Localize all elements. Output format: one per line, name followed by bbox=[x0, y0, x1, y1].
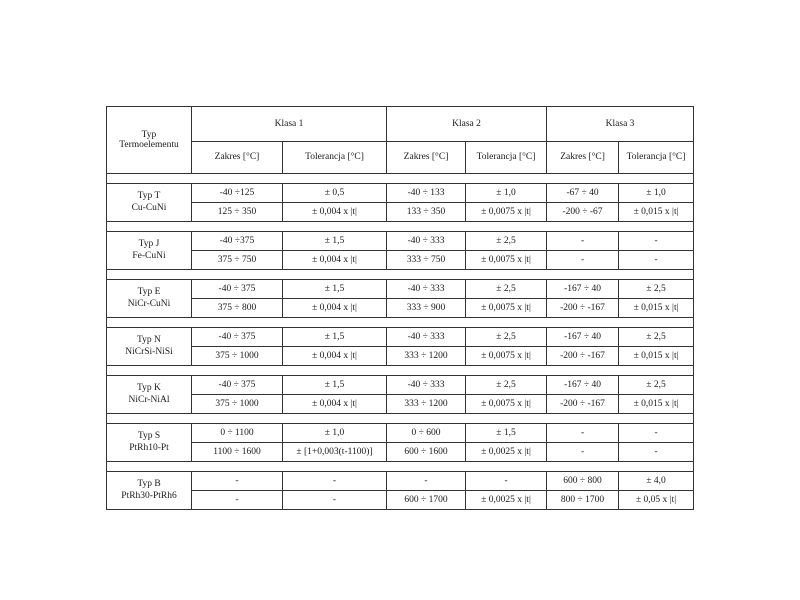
range-cell bbox=[547, 347, 619, 366]
tolerance-cell bbox=[619, 491, 694, 510]
table-row bbox=[107, 328, 694, 347]
cell-value: - bbox=[235, 475, 239, 486]
range-cell bbox=[547, 184, 619, 203]
tolerance-cell bbox=[283, 203, 387, 222]
tolerance-cell bbox=[283, 376, 387, 395]
cell-value: ± 0,0075 x |t| bbox=[481, 350, 531, 361]
cell-value: 375 ÷ 800 bbox=[217, 302, 257, 313]
range-cell bbox=[387, 184, 466, 203]
range-cell bbox=[547, 280, 619, 299]
thermocouple-type-line: Fe-CuNi bbox=[132, 250, 166, 261]
thermocouple-type-line: Typ S bbox=[137, 430, 161, 441]
cell-value: -40 ÷ 333 bbox=[407, 283, 445, 294]
cell-value: ± 1,0 bbox=[496, 187, 516, 198]
cell-value: -200 ÷ -167 bbox=[560, 350, 605, 361]
table-row bbox=[107, 299, 694, 318]
header-type-column bbox=[107, 107, 192, 174]
thermocouple-type-cell bbox=[107, 472, 192, 510]
cell-value: -67 ÷ 40 bbox=[566, 187, 599, 198]
cell-value: 375 ÷ 750 bbox=[217, 254, 257, 265]
header-range-class-2: Zakres [°C] bbox=[387, 142, 466, 174]
cell-value: -40 ÷ 375 bbox=[218, 331, 256, 342]
cell-value: ± 0,0025 x |t| bbox=[481, 446, 531, 457]
cell-value: - bbox=[654, 446, 658, 457]
tolerance-cell bbox=[466, 376, 547, 395]
cell-value: - bbox=[654, 254, 658, 265]
cell-value: -167 ÷ 40 bbox=[564, 331, 601, 342]
cell-value: - bbox=[580, 254, 585, 265]
header-class-1: Klasa 1 bbox=[192, 107, 387, 142]
cell-value: - bbox=[235, 494, 239, 505]
table-row bbox=[107, 376, 694, 395]
cell-value: ± 4,0 bbox=[646, 475, 666, 486]
table-row bbox=[107, 443, 694, 462]
cell-value: ± 0,004 x |t| bbox=[312, 350, 357, 361]
table-row bbox=[107, 347, 694, 366]
cell-value: 600 ÷ 1700 bbox=[404, 494, 448, 505]
table-row bbox=[107, 184, 694, 203]
cell-value: ± 2,5 bbox=[496, 331, 516, 342]
table-row bbox=[107, 491, 694, 510]
group-spacer bbox=[107, 318, 694, 328]
tolerance-cell bbox=[283, 443, 387, 462]
tolerance-cell bbox=[466, 232, 547, 251]
cell-value: ± 2,5 bbox=[646, 283, 666, 294]
range-cell bbox=[547, 376, 619, 395]
spacer-cell bbox=[107, 462, 694, 472]
range-cell bbox=[192, 443, 283, 462]
cell-value: 333 ÷ 1200 bbox=[404, 398, 448, 409]
range-cell bbox=[192, 472, 283, 491]
range-cell bbox=[192, 424, 283, 443]
cell-value: - bbox=[654, 235, 658, 246]
cell-value: ± 0,5 bbox=[324, 187, 345, 198]
header-range-class-1: Zakres [°C] bbox=[192, 142, 283, 174]
cell-value: ± 0,05 x |t| bbox=[635, 494, 677, 505]
tolerance-cell bbox=[619, 299, 694, 318]
cell-value: 800 ÷ 1700 bbox=[560, 494, 605, 505]
thermocouple-type-line: Typ T bbox=[137, 190, 161, 201]
range-cell bbox=[387, 347, 466, 366]
spacer-cell bbox=[107, 366, 694, 376]
cell-value: ± 1,0 bbox=[646, 187, 666, 198]
table-row bbox=[107, 424, 694, 443]
cell-value: 375 ÷ 1000 bbox=[215, 398, 259, 409]
range-cell bbox=[192, 395, 283, 414]
header-row-classes bbox=[107, 107, 694, 142]
range-cell bbox=[192, 251, 283, 270]
table-row bbox=[107, 251, 694, 270]
tolerance-cell bbox=[283, 299, 387, 318]
cell-value: -200 ÷ -167 bbox=[560, 302, 605, 313]
tolerance-cell bbox=[619, 328, 694, 347]
cell-value: 375 ÷ 1000 bbox=[215, 350, 259, 361]
thermocouple-tolerance-table bbox=[106, 106, 694, 510]
table-row bbox=[107, 203, 694, 222]
range-cell bbox=[192, 328, 283, 347]
range-cell bbox=[192, 184, 283, 203]
cell-value: ± 1,5 bbox=[496, 427, 516, 438]
tolerance-cell bbox=[619, 376, 694, 395]
range-cell bbox=[387, 491, 466, 510]
tolerance-cell bbox=[283, 491, 387, 510]
cell-value: -40 ÷ 375 bbox=[218, 283, 256, 294]
range-cell bbox=[192, 280, 283, 299]
header-tolerance-class-1: Tolerancja [°C] bbox=[283, 142, 387, 174]
header-tolerance-class-2: Tolerancja [°C] bbox=[466, 142, 547, 174]
tolerance-cell bbox=[466, 395, 547, 414]
thermocouple-type-cell bbox=[107, 376, 192, 414]
thermocouple-type-line: Typ K bbox=[137, 382, 161, 393]
cell-value: ± 0,015 x |t| bbox=[633, 398, 679, 409]
range-cell bbox=[387, 443, 466, 462]
thermocouple-type-line: Typ E bbox=[137, 286, 161, 297]
spacer-cell bbox=[107, 270, 694, 280]
cell-value: 333 ÷ 1200 bbox=[404, 350, 448, 361]
range-cell bbox=[192, 347, 283, 366]
range-cell bbox=[547, 328, 619, 347]
cell-value: ± 1,5 bbox=[324, 379, 345, 390]
cell-value: ± 0,004 x |t| bbox=[312, 398, 357, 409]
thermocouple-type-cell bbox=[107, 184, 192, 222]
cell-value: 125 ÷ 350 bbox=[217, 206, 257, 217]
spacer-cell bbox=[107, 222, 694, 232]
range-cell bbox=[387, 424, 466, 443]
group-spacer bbox=[107, 414, 694, 424]
thermocouple-type-line: PtRh10-Pt bbox=[129, 442, 169, 453]
tolerance-cell bbox=[466, 184, 547, 203]
cell-value: -40 ÷ 333 bbox=[407, 379, 445, 390]
cell-value: ± 0,0075 x |t| bbox=[481, 398, 531, 409]
cell-value: - bbox=[504, 475, 508, 486]
thermocouple-type-line: Typ B bbox=[137, 478, 161, 489]
tolerance-cell bbox=[619, 203, 694, 222]
table-row bbox=[107, 472, 694, 491]
header-type-line-1: Typ bbox=[141, 129, 157, 140]
range-cell bbox=[387, 376, 466, 395]
range-cell bbox=[192, 491, 283, 510]
tolerance-cell bbox=[283, 251, 387, 270]
cell-value: ± 2,5 bbox=[496, 235, 516, 246]
tolerance-cell bbox=[619, 251, 694, 270]
cell-value: ± 0,004 x |t| bbox=[312, 254, 357, 265]
cell-value: - bbox=[424, 475, 428, 486]
cell-value: ± 0,0075 x |t| bbox=[481, 206, 531, 217]
cell-value: ± 1,5 bbox=[324, 331, 345, 342]
thermocouple-type-cell bbox=[107, 328, 192, 366]
cell-value: -40 ÷ 333 bbox=[407, 331, 445, 342]
header-type-line-2: Termoelementu bbox=[119, 140, 179, 150]
range-cell bbox=[547, 251, 619, 270]
range-cell bbox=[387, 203, 466, 222]
range-cell bbox=[387, 299, 466, 318]
cell-value: 600 ÷ 800 bbox=[563, 475, 602, 486]
cell-value: ± 1,0 bbox=[324, 427, 345, 438]
cell-value: ± 2,5 bbox=[646, 331, 666, 342]
cell-value: - bbox=[580, 446, 585, 457]
tolerance-cell bbox=[466, 299, 547, 318]
tolerance-cell bbox=[283, 424, 387, 443]
range-cell bbox=[192, 232, 283, 251]
cell-value: ± 2,5 bbox=[496, 283, 516, 294]
range-cell bbox=[547, 299, 619, 318]
table-row bbox=[107, 232, 694, 251]
cell-value: ± 2,5 bbox=[496, 379, 516, 390]
thermocouple-type-cell bbox=[107, 280, 192, 318]
tolerance-cell bbox=[619, 424, 694, 443]
thermocouple-type-line: Cu-CuNi bbox=[131, 202, 167, 213]
range-cell bbox=[387, 280, 466, 299]
cell-value: ± 1,5 bbox=[324, 283, 345, 294]
tolerance-cell bbox=[466, 424, 547, 443]
thermocouple-type-line: NiCr-NiAl bbox=[128, 394, 170, 405]
cell-value: 600 ÷ 1600 bbox=[404, 446, 448, 457]
cell-value: 333 ÷ 900 bbox=[406, 302, 446, 313]
tolerance-cell bbox=[619, 232, 694, 251]
tolerance-cell bbox=[283, 328, 387, 347]
cell-value: -40 ÷ 375 bbox=[218, 379, 256, 390]
range-cell bbox=[547, 395, 619, 414]
header-tolerance-class-3: Tolerancja [°C] bbox=[619, 142, 694, 174]
cell-value: 1100 ÷ 1600 bbox=[213, 446, 261, 457]
cell-value: - bbox=[580, 235, 585, 246]
spacer-cell bbox=[107, 318, 694, 328]
cell-value: -40 ÷ 333 bbox=[407, 235, 445, 246]
thermocouple-type-line: PtRh30-PtRh6 bbox=[121, 490, 177, 501]
cell-value: ± 0,015 x |t| bbox=[633, 350, 679, 361]
cell-value: - bbox=[332, 475, 337, 486]
cell-value: - bbox=[580, 427, 585, 438]
spacer-cell bbox=[107, 414, 694, 424]
cell-value: -167 ÷ 40 bbox=[564, 283, 601, 294]
tolerance-cell bbox=[619, 472, 694, 491]
tolerance-cell bbox=[466, 347, 547, 366]
header-range-class-3: Zakres [°C] bbox=[547, 142, 619, 174]
cell-value: ± [1+0,003(t-1100)] bbox=[296, 446, 373, 457]
tolerance-cell bbox=[466, 443, 547, 462]
thermocouple-type-cell bbox=[107, 424, 192, 462]
cell-value: ± 0,0075 x |t| bbox=[481, 302, 531, 313]
group-spacer bbox=[107, 222, 694, 232]
tolerance-cell bbox=[466, 251, 547, 270]
thermocouple-type-cell bbox=[107, 232, 192, 270]
range-cell bbox=[547, 424, 619, 443]
range-cell bbox=[547, 443, 619, 462]
tolerance-cell bbox=[466, 328, 547, 347]
range-cell bbox=[192, 203, 283, 222]
cell-value: -40 ÷125 bbox=[219, 187, 255, 198]
cell-value: -167 ÷ 40 bbox=[564, 379, 601, 390]
cell-value: -40 ÷375 bbox=[219, 235, 255, 246]
thermocouple-type-line: NiCrSi-NiSi bbox=[125, 346, 173, 357]
table-row bbox=[107, 395, 694, 414]
cell-value: ± 0,004 x |t| bbox=[312, 206, 357, 217]
cell-value: - bbox=[332, 494, 337, 505]
tolerance-cell bbox=[283, 184, 387, 203]
group-spacer bbox=[107, 462, 694, 472]
cell-value: ± 1,5 bbox=[324, 235, 345, 246]
range-cell bbox=[547, 491, 619, 510]
header-class-2: Klasa 2 bbox=[387, 107, 547, 142]
range-cell bbox=[547, 472, 619, 491]
range-cell bbox=[547, 203, 619, 222]
range-cell bbox=[387, 472, 466, 491]
cell-value: ± 2,5 bbox=[646, 379, 666, 390]
tolerance-cell bbox=[466, 491, 547, 510]
tolerance-cell bbox=[466, 472, 547, 491]
header-row-subcolumns bbox=[107, 142, 694, 174]
tolerance-cell bbox=[466, 203, 547, 222]
tolerance-cell bbox=[466, 280, 547, 299]
thermocouple-type-line: Typ N bbox=[137, 334, 161, 345]
range-cell bbox=[192, 376, 283, 395]
cell-value: 0 ÷ 1100 bbox=[220, 427, 254, 438]
range-cell bbox=[387, 251, 466, 270]
range-cell bbox=[387, 328, 466, 347]
tolerance-cell bbox=[619, 395, 694, 414]
spacer-cell bbox=[107, 174, 694, 184]
tolerance-cell bbox=[619, 347, 694, 366]
group-spacer bbox=[107, 174, 694, 184]
tolerance-cell bbox=[283, 280, 387, 299]
range-cell bbox=[192, 299, 283, 318]
cell-value: ± 0,0025 x |t| bbox=[481, 494, 531, 505]
tolerance-cell bbox=[283, 395, 387, 414]
range-cell bbox=[387, 395, 466, 414]
table-row bbox=[107, 280, 694, 299]
cell-value: 133 ÷ 350 bbox=[406, 206, 446, 217]
cell-value: ± 0,004 x |t| bbox=[312, 302, 357, 313]
group-spacer bbox=[107, 366, 694, 376]
header-class-3: Klasa 3 bbox=[547, 107, 694, 142]
cell-value: 333 ÷ 750 bbox=[406, 254, 446, 265]
group-spacer bbox=[107, 270, 694, 280]
thermocouple-type-line: Typ J bbox=[138, 238, 160, 249]
tolerance-cell bbox=[283, 347, 387, 366]
tolerance-cell bbox=[619, 443, 694, 462]
tolerance-cell bbox=[619, 184, 694, 203]
cell-value: -200 ÷ -67 bbox=[562, 206, 603, 217]
cell-value: - bbox=[654, 427, 658, 438]
table-body bbox=[107, 107, 694, 510]
range-cell bbox=[387, 232, 466, 251]
tolerance-cell bbox=[283, 232, 387, 251]
range-cell bbox=[547, 232, 619, 251]
cell-value: ± 0,015 x |t| bbox=[633, 206, 679, 217]
cell-value: 0 ÷ 600 bbox=[411, 427, 441, 438]
cell-value: ± 0,015 x |t| bbox=[633, 302, 679, 313]
cell-value: ± 0,0075 x |t| bbox=[481, 254, 531, 265]
tolerance-cell bbox=[283, 472, 387, 491]
cell-value: -200 ÷ -167 bbox=[560, 398, 605, 409]
cell-value: -40 ÷ 133 bbox=[407, 187, 445, 198]
thermocouple-type-line: NiCr-CuNi bbox=[127, 298, 171, 309]
tolerance-cell bbox=[619, 280, 694, 299]
